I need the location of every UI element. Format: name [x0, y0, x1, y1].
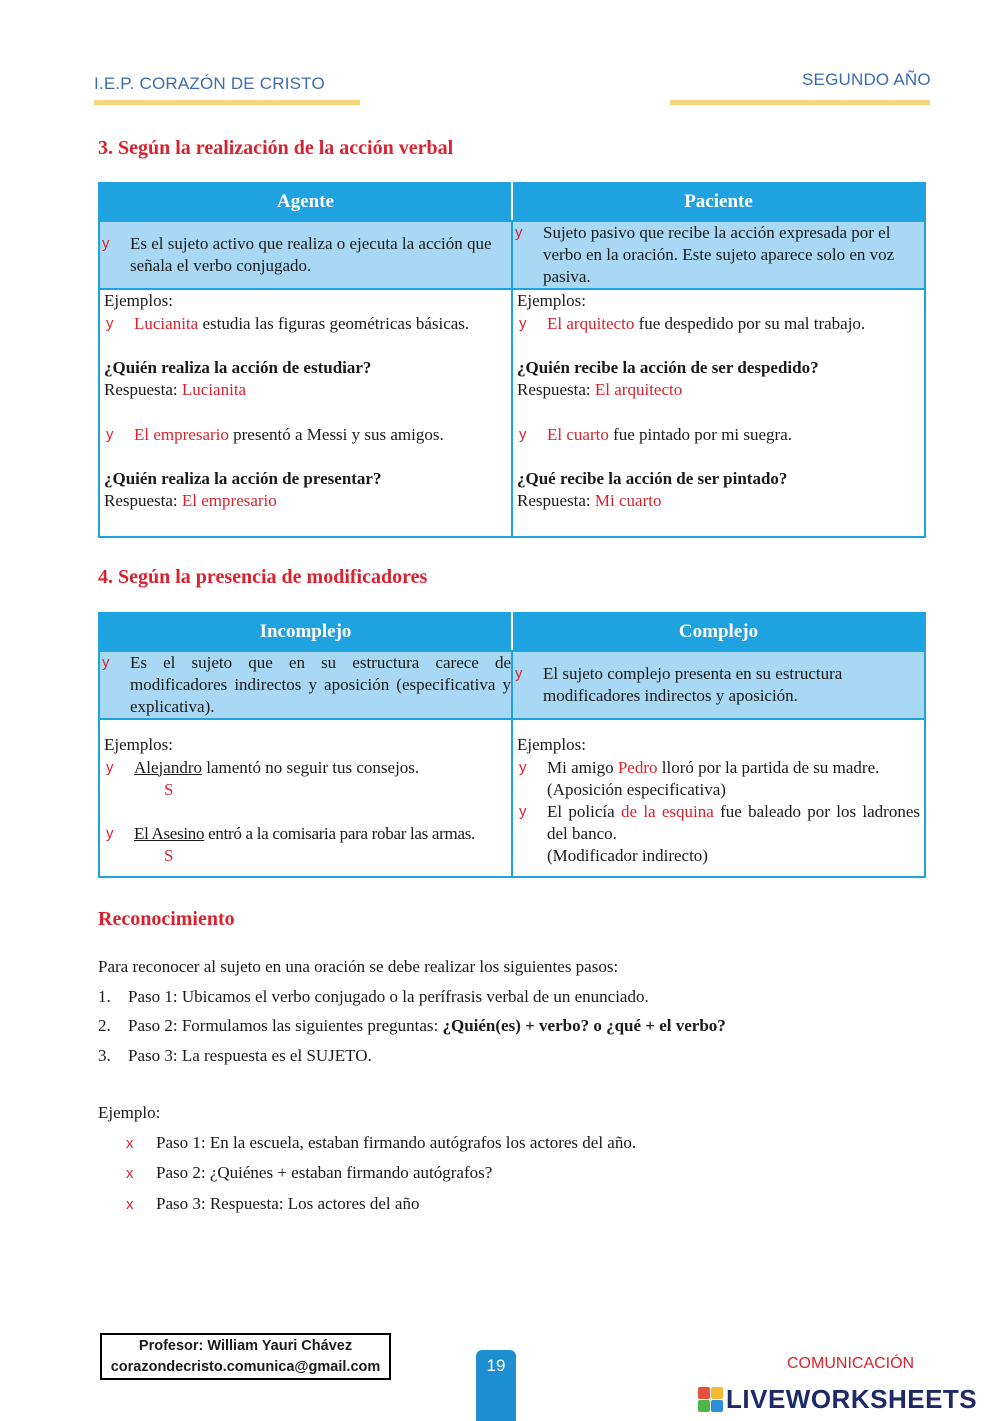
- answer-value: Lucianita: [181, 380, 247, 399]
- example-answer: [104, 379, 507, 402]
- example-predicate: lamentó no seguir tus consejos.: [201, 757, 420, 777]
- bullet-mark: y: [106, 425, 114, 443]
- header-divider-left: [94, 100, 360, 105]
- step-number: 3.: [98, 1045, 111, 1065]
- col-header-complejo: Complejo: [512, 613, 925, 651]
- bullet-mark: y: [106, 824, 114, 842]
- example-item: [517, 801, 920, 867]
- bullet-mark: y: [106, 314, 114, 332]
- bullet-mark: y: [519, 425, 527, 443]
- step-number: 1.: [98, 986, 111, 1006]
- definition-incomplejo: [99, 651, 512, 719]
- bullet-mark: y: [519, 314, 527, 332]
- subject-label: COMUNICACIÓN: [787, 1355, 915, 1372]
- teacher-name: Profesor: William Yauri Chávez: [138, 1338, 353, 1354]
- example-modifier: Pedro: [617, 757, 658, 777]
- example-subject: El Asesino: [134, 823, 205, 843]
- example-step: [98, 1158, 918, 1189]
- example-item: [517, 313, 920, 335]
- example-predicate: entró a la comisaria para robar las armas.: [204, 823, 475, 843]
- step-text: Paso 3: La respuesta es el SUJETO.: [128, 1045, 372, 1065]
- example-text: El policía: [547, 801, 621, 821]
- example-subject: El cuarto: [547, 424, 609, 444]
- example-question: ¿Quién recibe la acción de ser despedido?: [517, 357, 819, 377]
- example-label: Ejemplo:: [98, 1103, 161, 1122]
- example-predicate: fue despedido por su mal trabajo.: [634, 313, 866, 333]
- answer-label: Respuesta:: [517, 491, 595, 510]
- school-name: I.E.P. CORAZÓN DE CRISTO: [94, 74, 325, 93]
- example-predicate: fue pintado por mi suegra.: [608, 424, 793, 444]
- bullet-mark: y: [102, 235, 110, 252]
- examples-label: Ejemplos:: [104, 735, 173, 754]
- example-note: (Aposición especificativa): [547, 779, 726, 799]
- brand-logo[interactable]: [698, 1384, 977, 1415]
- example-step-text: Paso 2: ¿Quiénes + estaban firmando autógrafos?: [156, 1163, 493, 1182]
- example-item: [517, 424, 920, 446]
- subject-marker: S: [164, 845, 174, 865]
- example-text: Mi amigo: [547, 757, 618, 777]
- example-subject: Alejandro: [134, 757, 202, 777]
- bullet-mark: y: [102, 654, 110, 671]
- recognition-intro: Para reconocer al sujeto en una oración se debe realizar los siguientes pasos:: [98, 957, 619, 976]
- example-predicate: presentó a Messi y sus amigos.: [228, 424, 444, 444]
- example-step-text: Paso 1: En la escuela, estaban firmando autógrafos los actores del año.: [156, 1132, 637, 1152]
- example-predicate: fue baleado por los ladrones del banco.: [547, 801, 920, 843]
- step-number: 2.: [98, 1016, 111, 1035]
- example-question: ¿Quién realiza la acción de presentar?: [104, 468, 382, 488]
- liveworksheets-icon: [698, 1387, 724, 1413]
- header-divider-right: [670, 100, 930, 105]
- definition-text: El sujeto complejo presenta en su estructura modificadores indirectos y aposición.: [543, 664, 843, 705]
- examples-label: Ejemplos:: [517, 291, 586, 310]
- definition-agente: [99, 221, 512, 289]
- example-answer: [104, 490, 507, 513]
- col-header-incomplejo: Incomplejo: [99, 613, 512, 651]
- examples-label: Ejemplos:: [104, 291, 173, 310]
- examples-label: Ejemplos:: [517, 735, 586, 754]
- example-question: ¿Quién realiza la acción de estudiar?: [104, 357, 372, 377]
- recognition-body: [98, 952, 918, 1070]
- bullet-mark: y: [519, 802, 527, 820]
- bullet-mark: y: [515, 224, 523, 241]
- step-item: [98, 982, 918, 1012]
- example-block: [98, 1098, 918, 1219]
- example-answer: [517, 490, 920, 513]
- bullet-mark: y: [106, 758, 114, 776]
- answer-value: Mi cuarto: [594, 491, 662, 510]
- example-question: ¿Qué recibe la acción de ser pintado?: [517, 468, 788, 488]
- bullet-mark: y: [519, 758, 527, 776]
- col-header-paciente: Paciente: [512, 183, 925, 221]
- example-note: (Modificador indirecto): [547, 845, 708, 865]
- examples-incomplejo: [99, 719, 512, 877]
- step-item: [98, 1041, 918, 1071]
- definition-text: Es el sujeto activo que realiza o ejecuta la acción que señala el verbo conjugado.: [130, 234, 492, 275]
- example-item: [104, 757, 507, 779]
- teacher-box: [100, 1333, 391, 1380]
- example-item: [104, 424, 507, 446]
- example-step: [98, 1189, 918, 1220]
- x-mark: x: [126, 1134, 134, 1152]
- page-number: 19: [476, 1350, 516, 1421]
- answer-label: Respuesta:: [104, 380, 182, 399]
- section3-title: 3. Según la realización de la acción verbal: [98, 137, 454, 159]
- example-subject: Lucianita: [134, 313, 199, 333]
- example-item: [104, 823, 507, 845]
- bullet-mark: y: [515, 665, 523, 682]
- x-mark: x: [126, 1195, 134, 1213]
- answer-label: Respuesta:: [517, 380, 595, 399]
- example-predicate: lloró por la partida de su madre.: [657, 757, 880, 777]
- step-text: Paso 1: Ubicamos el verbo conjugado o la perífrasis verbal de un enunciado.: [128, 986, 649, 1006]
- example-modifier: de la esquina: [620, 801, 714, 821]
- step-text: Paso 2: Formulamos las siguientes preguntas:: [128, 1016, 443, 1035]
- answer-label: Respuesta:: [104, 491, 182, 510]
- definition-text: Sujeto pasivo que recibe la acción expresada por el verbo en la oración. Este sujeto aparece solo en voz pasiva.: [543, 223, 895, 286]
- x-mark: x: [126, 1165, 134, 1182]
- definition-paciente: [512, 221, 925, 289]
- section3-table: [98, 182, 926, 538]
- example-predicate: estudia las figuras geométricas básicas.: [198, 313, 470, 333]
- step-item: [98, 1011, 918, 1041]
- recognition-title: Reconocimiento: [98, 908, 235, 930]
- example-subject: El empresario: [134, 424, 229, 444]
- example-step-text: Paso 3: Respuesta: Los actores del año: [156, 1193, 420, 1213]
- section4-table: [98, 612, 926, 878]
- definition-complejo: [512, 651, 925, 719]
- example-item: [517, 757, 920, 801]
- step-question: ¿Quién(es) + verbo? o ¿qué + el verbo?: [442, 1016, 726, 1035]
- example-item: [104, 313, 507, 335]
- answer-value: El arquitecto: [594, 380, 683, 399]
- answer-value: El empresario: [181, 491, 277, 510]
- definition-text: Es el sujeto que en su estructura carece de modificadores indirectos y aposición (especificativa y explicativa).: [130, 653, 511, 716]
- section4-title: 4. Según la presencia de modificadores: [98, 566, 428, 588]
- example-subject: El arquitecto: [547, 313, 635, 333]
- examples-paciente: [512, 289, 925, 537]
- brand-name: LIVEWORKSHEETS: [726, 1384, 978, 1414]
- examples-complejo: [512, 719, 925, 877]
- example-answer: [517, 379, 920, 402]
- example-step: [98, 1128, 918, 1159]
- examples-agente: [99, 289, 512, 537]
- teacher-email: corazondecristo.comunica@gmail.com: [110, 1359, 381, 1375]
- grade-label: SEGUNDO AÑO: [802, 70, 931, 89]
- col-header-agente: Agente: [99, 183, 512, 221]
- subject-marker: S: [164, 779, 174, 799]
